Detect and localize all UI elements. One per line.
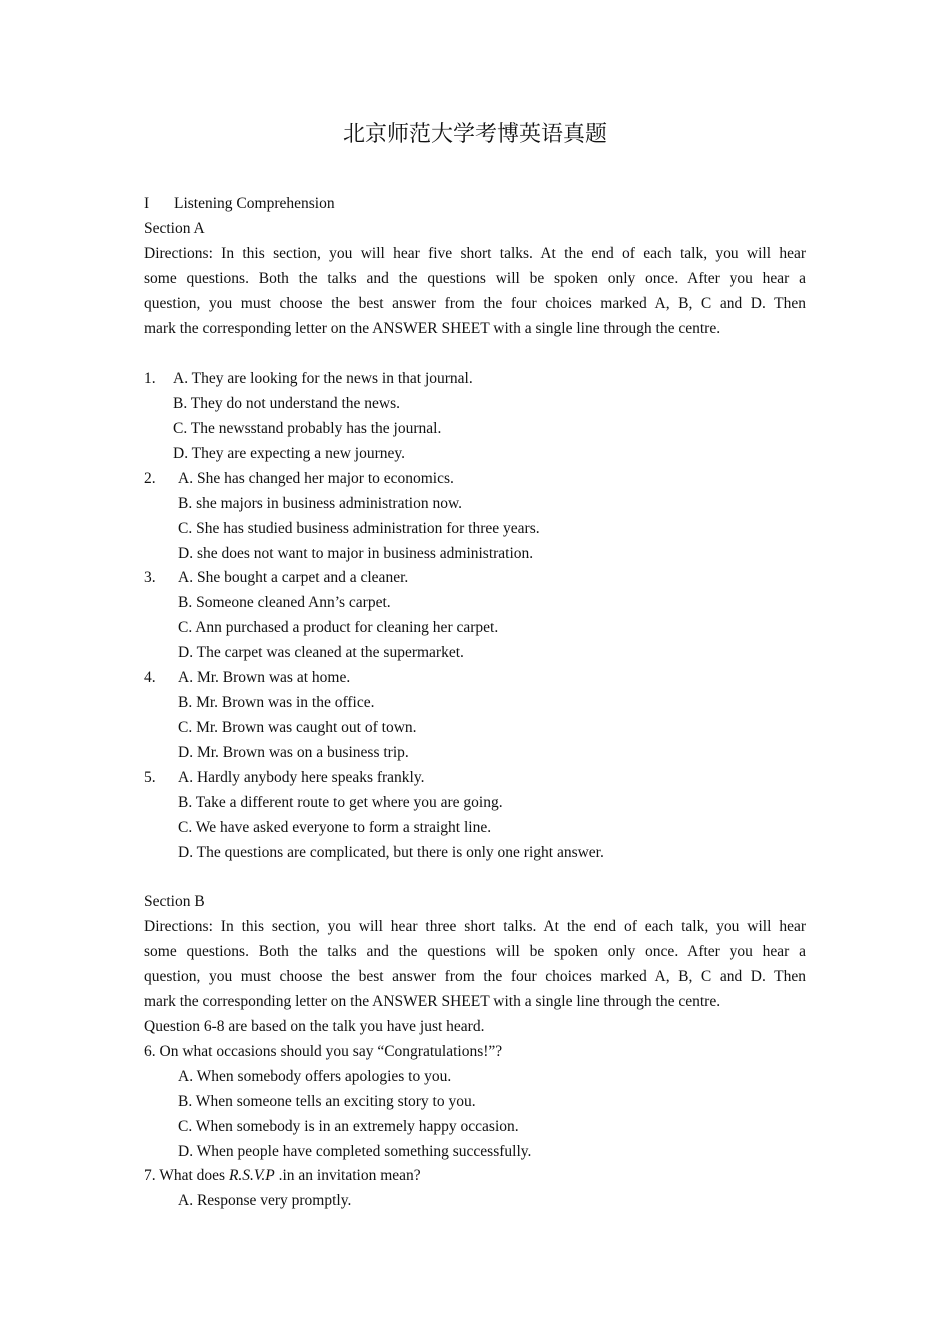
answer-option: D. Mr. Brown was on a business trip. — [178, 744, 409, 761]
answer-option: C. Ann purchased a product for cleaning her carpet. — [178, 619, 499, 636]
answer-option: B. Take a different route to get where you are going. — [178, 794, 503, 811]
answer-option: C. The newsstand probably has the journal. — [173, 420, 442, 437]
answer-option: C. She has studied business administration for three years. — [178, 520, 540, 537]
page-title: 北京师范大学考博英语真题 — [342, 122, 607, 147]
question-number: 1. — [144, 370, 156, 387]
part-name: Listening Comprehension — [174, 195, 335, 212]
question-stem: 7. What does R.S.V.P .in an invitation mean? — [144, 1167, 421, 1184]
answer-option: A. Hardly anybody here speaks frankly. — [178, 769, 425, 786]
answer-option: A. They are looking for the news in that journal. — [173, 370, 473, 387]
answer-option: A. Mr. Brown was at home. — [178, 669, 351, 686]
answer-option: A. She has changed her major to economics. — [178, 470, 454, 487]
section-b-directions-line: mark the corresponding letter on the ANSWER SHEET with a single line through the centre. — [144, 993, 721, 1010]
question-stem: 6. On what occasions should you say “Congratulations!”? — [144, 1043, 503, 1060]
answer-option: B. she majors in business administration now. — [178, 495, 463, 512]
question-number: 2. — [144, 470, 156, 487]
section-a-directions-line: some questions. Both the talks and the questions will be spoken only once. After you hear a — [144, 270, 806, 287]
section-a-heading: Section A — [144, 220, 205, 237]
answer-option: D. she does not want to major in business administration. — [178, 545, 534, 562]
answer-option: B. When someone tells an exciting story to you. — [178, 1093, 476, 1110]
section-a-directions-line: mark the corresponding letter on the ANSWER SHEET with a single line through the centre. — [144, 320, 721, 337]
section-b-heading: Section B — [144, 893, 205, 910]
answer-option: C. We have asked everyone to form a straight line. — [178, 819, 492, 836]
answer-option: B. Someone cleaned Ann’s carpet. — [178, 594, 391, 611]
answer-option: A. Response very promptly. — [178, 1192, 352, 1209]
question-group-note: Question 6-8 are based on the talk you have just heard. — [144, 1018, 485, 1035]
section-b-directions-line: question, you must choose the best answer from the four choices marked A, B, C and D. Then — [144, 968, 806, 985]
answer-option: B. Mr. Brown was in the office. — [178, 694, 375, 711]
answer-option: D. The questions are complicated, but there is only one right answer. — [178, 844, 604, 861]
question-number: 3. — [144, 569, 156, 586]
part-number: I — [144, 195, 150, 212]
section-b-directions-line: some questions. Both the talks and the questions will be spoken only once. After you hear a — [144, 943, 806, 960]
answer-option: D. When people have completed something successfully. — [178, 1143, 532, 1160]
answer-option: A. When somebody offers apologies to you. — [178, 1068, 452, 1085]
answer-option: A. She bought a carpet and a cleaner. — [178, 569, 409, 586]
section-a-directions-line: question, you must choose the best answer from the four choices marked A, B, C and D. Then — [144, 295, 806, 312]
answer-option: D. The carpet was cleaned at the supermarket. — [178, 644, 464, 661]
part-heading — [144, 191, 335, 216]
question-number: 5. — [144, 769, 156, 786]
section-a-directions-line: Directions: In this section, you will hear five short talks. At the end of each talk, you will hear — [144, 245, 806, 262]
question-number: 4. — [144, 669, 156, 686]
answer-option: D. They are expecting a new journey. — [173, 445, 405, 462]
abbreviation: R.S.V.P — [228, 1167, 275, 1184]
answer-option: C. When somebody is in an extremely happy occasion. — [178, 1118, 519, 1135]
answer-option: C. Mr. Brown was caught out of town. — [178, 719, 417, 736]
section-b-directions-line: Directions: In this section, you will hear three short talks. At the end of each talk, you will hear — [144, 918, 806, 935]
answer-option: B. They do not understand the news. — [173, 395, 401, 412]
